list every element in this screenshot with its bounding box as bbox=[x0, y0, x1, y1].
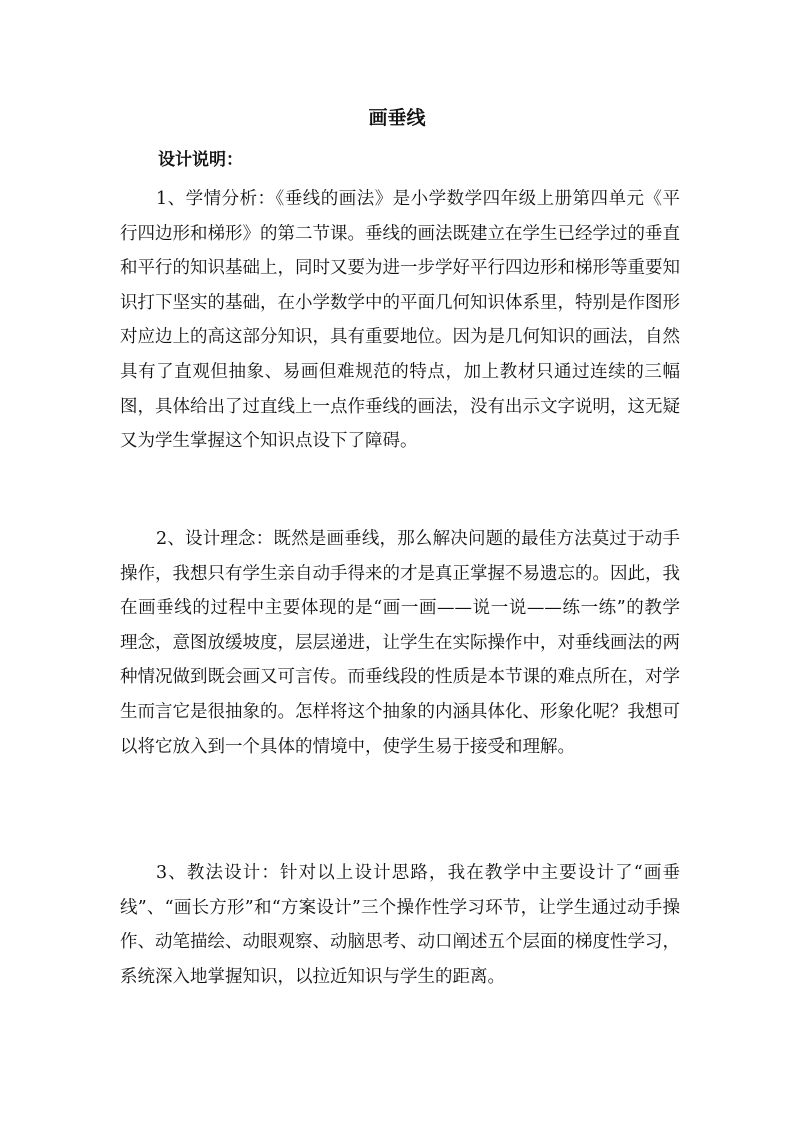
document-title: 画垂线 bbox=[368, 107, 426, 129]
paragraph-design-concept: 2、设计理念：既然是画垂线，那么解决问题的最佳方法莫过于动手操作，我想只有学生亲自动手得来的才是真正掌握不易遗忘的。因此，我在画垂线的过程中主要体现的是“画一画——说一说——练一练”的教学理念，意图放缓坡度，层层递进，让学生在实际操作中，对垂线画法的两种情况做到既会画又可言传。而垂线段的性质是本节课的难点所在，对学生而言它是很抽象的。怎样将这个抽象的内涵具体化、形象化呢？我想可以将它放入到一个具体的情境中，使学生易于接受和理解。 bbox=[120, 529, 680, 757]
paragraph-teaching-method: 3、教法设计：针对以上设计思路，我在教学中主要设计了“画垂线”、“画长方形”和“方案设计”三个操作性学习环节，让学生通过动手操作、动笔描绘、动眼观察、动脑思考、动口阐述五个层面的梯度性学习，系统深入地掌握知识，以拉近知识与学生的距离。 bbox=[120, 863, 680, 987]
paragraph-student-analysis: 1、学情分析：《垂线的画法》是小学数学四年级上册第四单元《平行四边形和梯形》的第二节课。垂线的画法既建立在学生已经学过的垂直和平行的知识基础上，同时又要为进一步学好平行四边形和梯形等重要知识打下坚实的基础，在小学数学中的平面几何知识体系里，特别是作图形对应边上的高这部分知识，具有重要地位。因为是几何知识的画法，自然具有了直观但抽象、易画但难规范的特点，加上教材只通过连续的三幅图，具体给出了过直线上一点作垂线的画法，没有出示文字说明，这无疑又为学生掌握这个知识点设下了障碍。 bbox=[120, 189, 680, 452]
section-heading: 设计说明： bbox=[158, 150, 243, 170]
